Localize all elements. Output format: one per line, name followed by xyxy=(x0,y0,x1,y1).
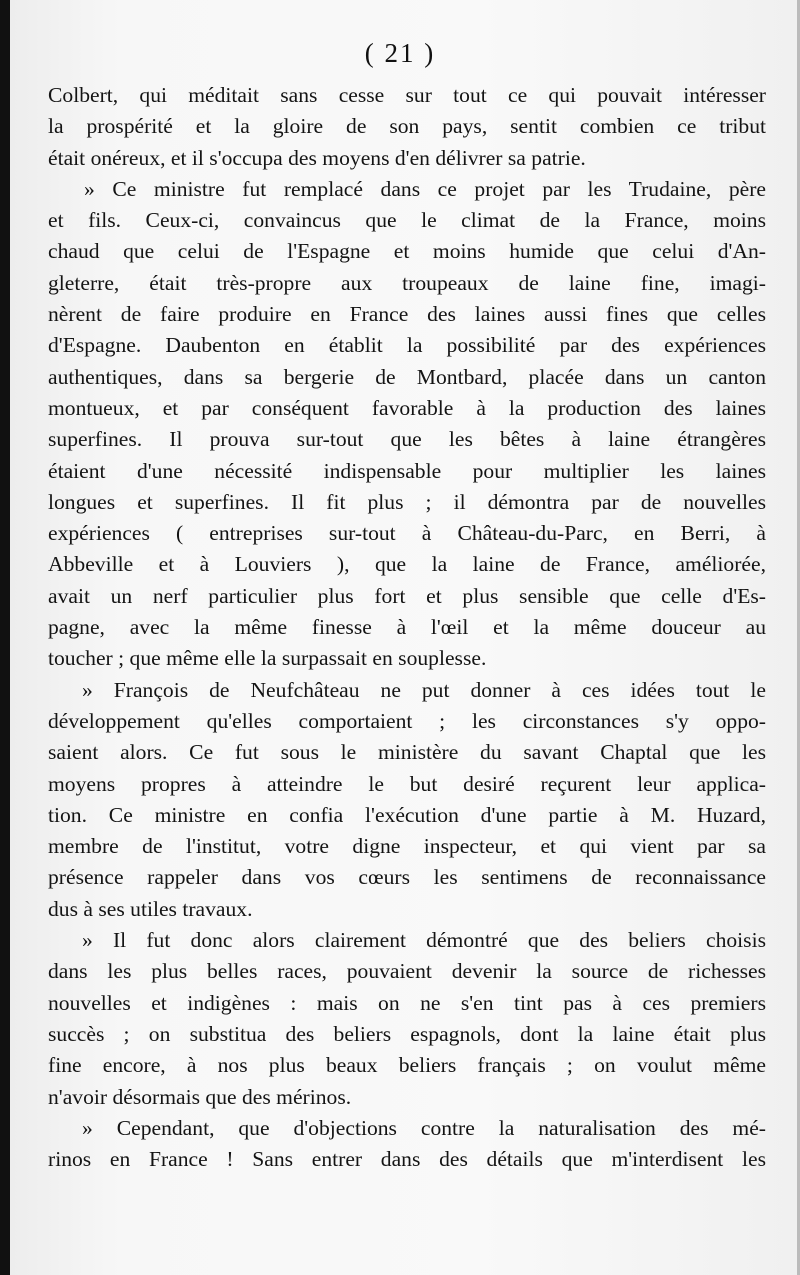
text-line: présence rappeler dans vos cœurs les sentimens de reconnaissance xyxy=(48,865,766,890)
text-line: avait un nerf particulier plus fort et plus sensible que celle d'Es- xyxy=(48,583,766,608)
text-line: fine encore, à nos plus beaux beliers français ; on voulut même xyxy=(48,1053,766,1078)
text-line: toucher ; que même elle la surpassait en souplesse. xyxy=(48,646,487,671)
text-line: saient alors. Ce fut sous le ministère du savant Chaptal que les xyxy=(48,740,766,765)
text-line: nèrent de faire produire en France des laines aussi fines que celles xyxy=(48,302,766,327)
text-line: » Ce ministre fut remplacé dans ce projet par les Trudaine, père xyxy=(84,176,766,201)
text-line: succès ; on substitua des beliers espagnols, dont la laine était plus xyxy=(48,1021,766,1046)
text-line: montueux, et par conséquent favorable à la production des laines xyxy=(48,395,766,420)
text-line: » Cependant, que d'objections contre la naturalisation des mé- xyxy=(82,1115,766,1140)
text-line: la prospérité et la gloire de son pays, sentit combien ce tribut xyxy=(48,114,766,139)
text-line: d'Espagne. Daubenton en établit la possibilité par des expériences xyxy=(48,333,766,358)
text-line: dans les plus belles races, pouvaient devenir la source de richesses xyxy=(48,959,766,984)
text-line: chaud que celui de l'Espagne et moins humide que celui d'An- xyxy=(48,239,766,264)
text-line: rinos en France ! Sans entrer dans des détails que m'interdisent les xyxy=(48,1147,766,1172)
text-line: longues et superfines. Il fit plus ; il démontra par de nouvelles xyxy=(48,489,766,514)
text-line: dus à ses utiles travaux. xyxy=(48,896,253,921)
text-line: Colbert, qui méditait sans cesse sur tout ce qui pouvait intéresser xyxy=(48,83,766,107)
text-line: gleterre, était très-propre aux troupeaux de laine fine, imagi- xyxy=(48,270,766,295)
text-line: membre de l'institut, votre digne inspecteur, et qui vient par sa xyxy=(48,834,766,859)
text-line: moyens propres à atteindre le but desiré reçurent leur applica- xyxy=(48,771,766,796)
text-line: tion. Ce ministre en confia l'exécution d'une partie à M. Huzard, xyxy=(48,802,766,827)
text-line: pagne, avec la même finesse à l'œil et la même douceur au xyxy=(48,615,766,640)
text-line: n'avoir désormais que des mérinos. xyxy=(48,1084,352,1109)
body-text xyxy=(48,80,766,1175)
page-number: ( 21 ) xyxy=(364,38,436,68)
text-line: Abbeville et à Louviers ), que la laine de France, améliorée, xyxy=(48,552,766,577)
text-line: développement qu'elles comportaient ; les circonstances s'y oppo- xyxy=(48,708,766,733)
text-line: était onéreux, et il s'occupa des moyens d'en délivrer sa patrie. xyxy=(48,145,586,170)
text-line: et fils. Ceux-ci, convaincus que le climat de la France, moins xyxy=(48,208,766,233)
page-binding-shadow xyxy=(0,0,10,1275)
text-line: étaient d'une nécessité indispensable pour multiplier les laines xyxy=(48,458,766,483)
text-line: » Il fut donc alors clairement démontré que des beliers choisis xyxy=(82,928,766,953)
text-line: » François de Neufchâteau ne put donner à ces idées tout le xyxy=(82,677,766,702)
text-line: expériences ( entreprises sur-tout à Château-du-Parc, en Berri, à xyxy=(48,521,766,546)
text-line: authentiques, dans sa bergerie de Montbard, placée dans un canton xyxy=(48,364,766,389)
text-line: superfines. Il prouva sur-tout que les bêtes à laine étrangères xyxy=(48,427,766,452)
text-line: nouvelles et indigènes : mais on ne s'en tint pas à ces premiers xyxy=(48,990,766,1015)
